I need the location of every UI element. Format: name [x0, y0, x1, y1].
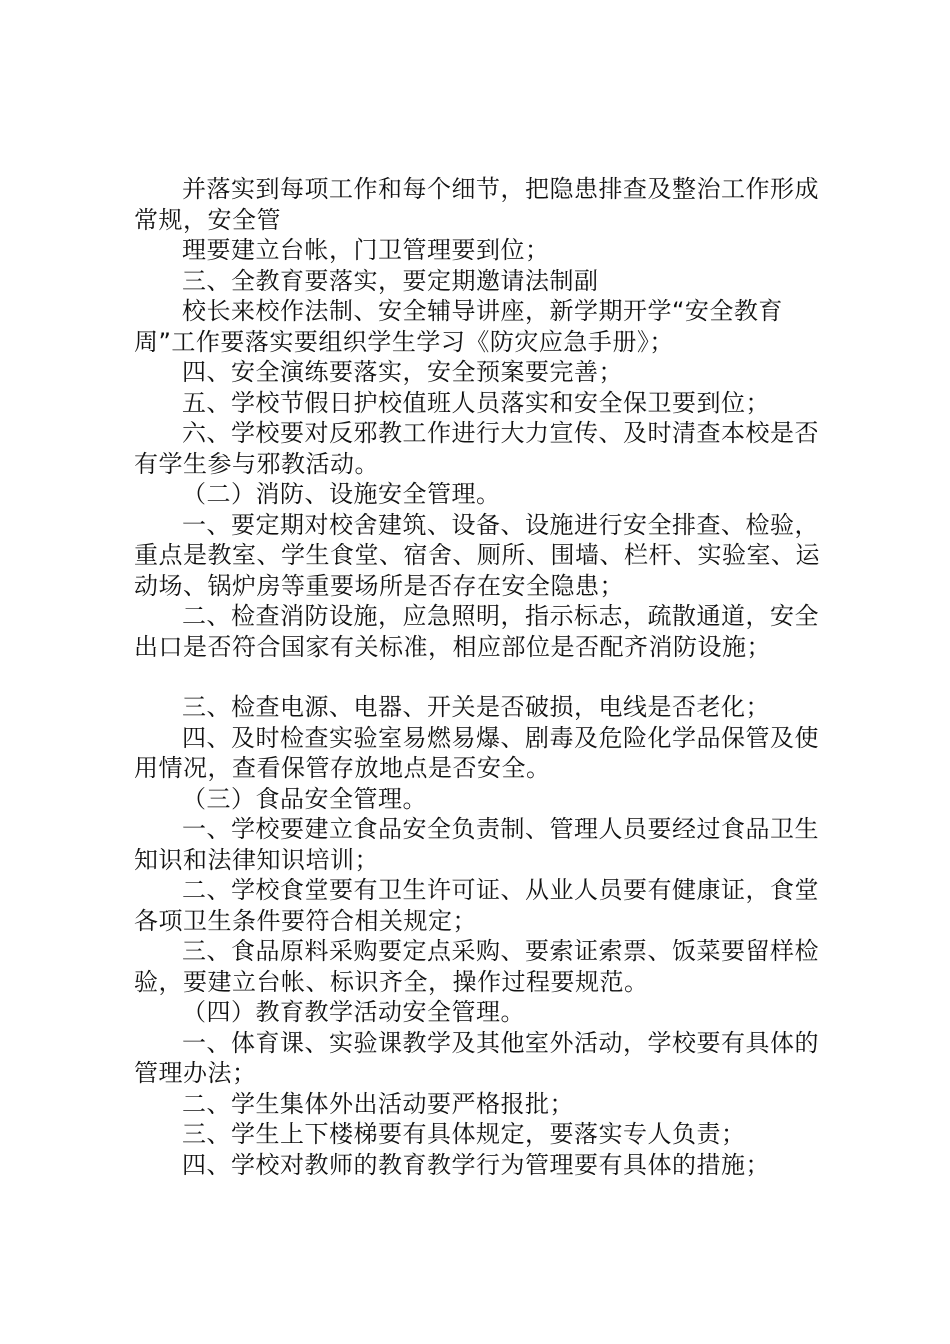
paragraph: 六、学校要对反邪教工作进行大力宣传、及时清查本校是否有学生参与邪教活动。 — [134, 419, 819, 478]
paragraph: 四、安全演练要落实，安全预案要完善； — [182, 358, 623, 386]
paragraph: 并落实到每项工作和每个细节，把隐患排查及整治工作形成常规，安全管 — [134, 175, 819, 234]
paragraph: 一、体育课、实验课教学及其他室外活动，学校要有具体的管理办法； — [134, 1028, 819, 1087]
paragraph: 四、及时检查实验室易燃易爆、剧毒及危险化学品保管及使用情况，查看保管存放地点是否安全。 — [134, 723, 819, 782]
paragraph: 二、学生集体外出活动要严格报批； — [182, 1089, 574, 1118]
paragraph: 校长来校作法制、安全辅导讲座，新学期开学“安全教育周”工作要落实要组织学生学习《防灾应急手册》； — [134, 297, 783, 356]
paragraph: 理要建立台帐，门卫管理要到位； — [182, 236, 550, 264]
paragraph: 五、学校节假日护校值班人员落实和安全保卫要到位； — [182, 388, 770, 417]
section-heading: （三）食品安全管理。 — [182, 784, 427, 813]
paragraph: 四、学校对教师的教育教学行为管理要有具体的措施； — [182, 1150, 770, 1179]
paragraph: 二、检查消防设施，应急照明，指示标志，疏散通道，安全出口是否符合国家有关标准，相应部位是否配齐消防设施； — [134, 602, 819, 661]
paragraph: 三、食品原料采购要定点采购、要索证索票、饭菜要留样检验，要建立台帐、标识齐全，操作过程要规范。 — [134, 937, 819, 996]
section-heading: （四）教育教学活动安全管理。 — [182, 998, 525, 1026]
paragraph: 三、检查电源、电器、开关是否破损，电线是否老化； — [182, 693, 770, 721]
paragraph: 二、学校食堂要有卫生许可证、从业人员要有健康证，食堂各项卫生条件要符合相关规定； — [134, 876, 819, 935]
blank-line — [134, 662, 824, 692]
paragraph: 三、学生上下楼梯要有具体规定，要落实专人负责； — [182, 1120, 746, 1148]
document-body — [134, 174, 824, 1180]
paragraph: 一、要定期对校舍建筑、设备、设施进行安全排查、检验，重点是教室、学生食堂、宿舍、厕所、围墙、栏杆、实验室、运动场、锅炉房等重要场所是否存在安全隐患； — [134, 510, 820, 600]
section-heading: （二）消防、设施安全管理。 — [182, 480, 501, 508]
paragraph: 三、全教育要落实，要定期邀请法制副 — [182, 266, 599, 295]
paragraph: 一、学校要建立食品安全负责制、管理人员要经过食品卫生知识和法律知识培训； — [134, 815, 819, 874]
